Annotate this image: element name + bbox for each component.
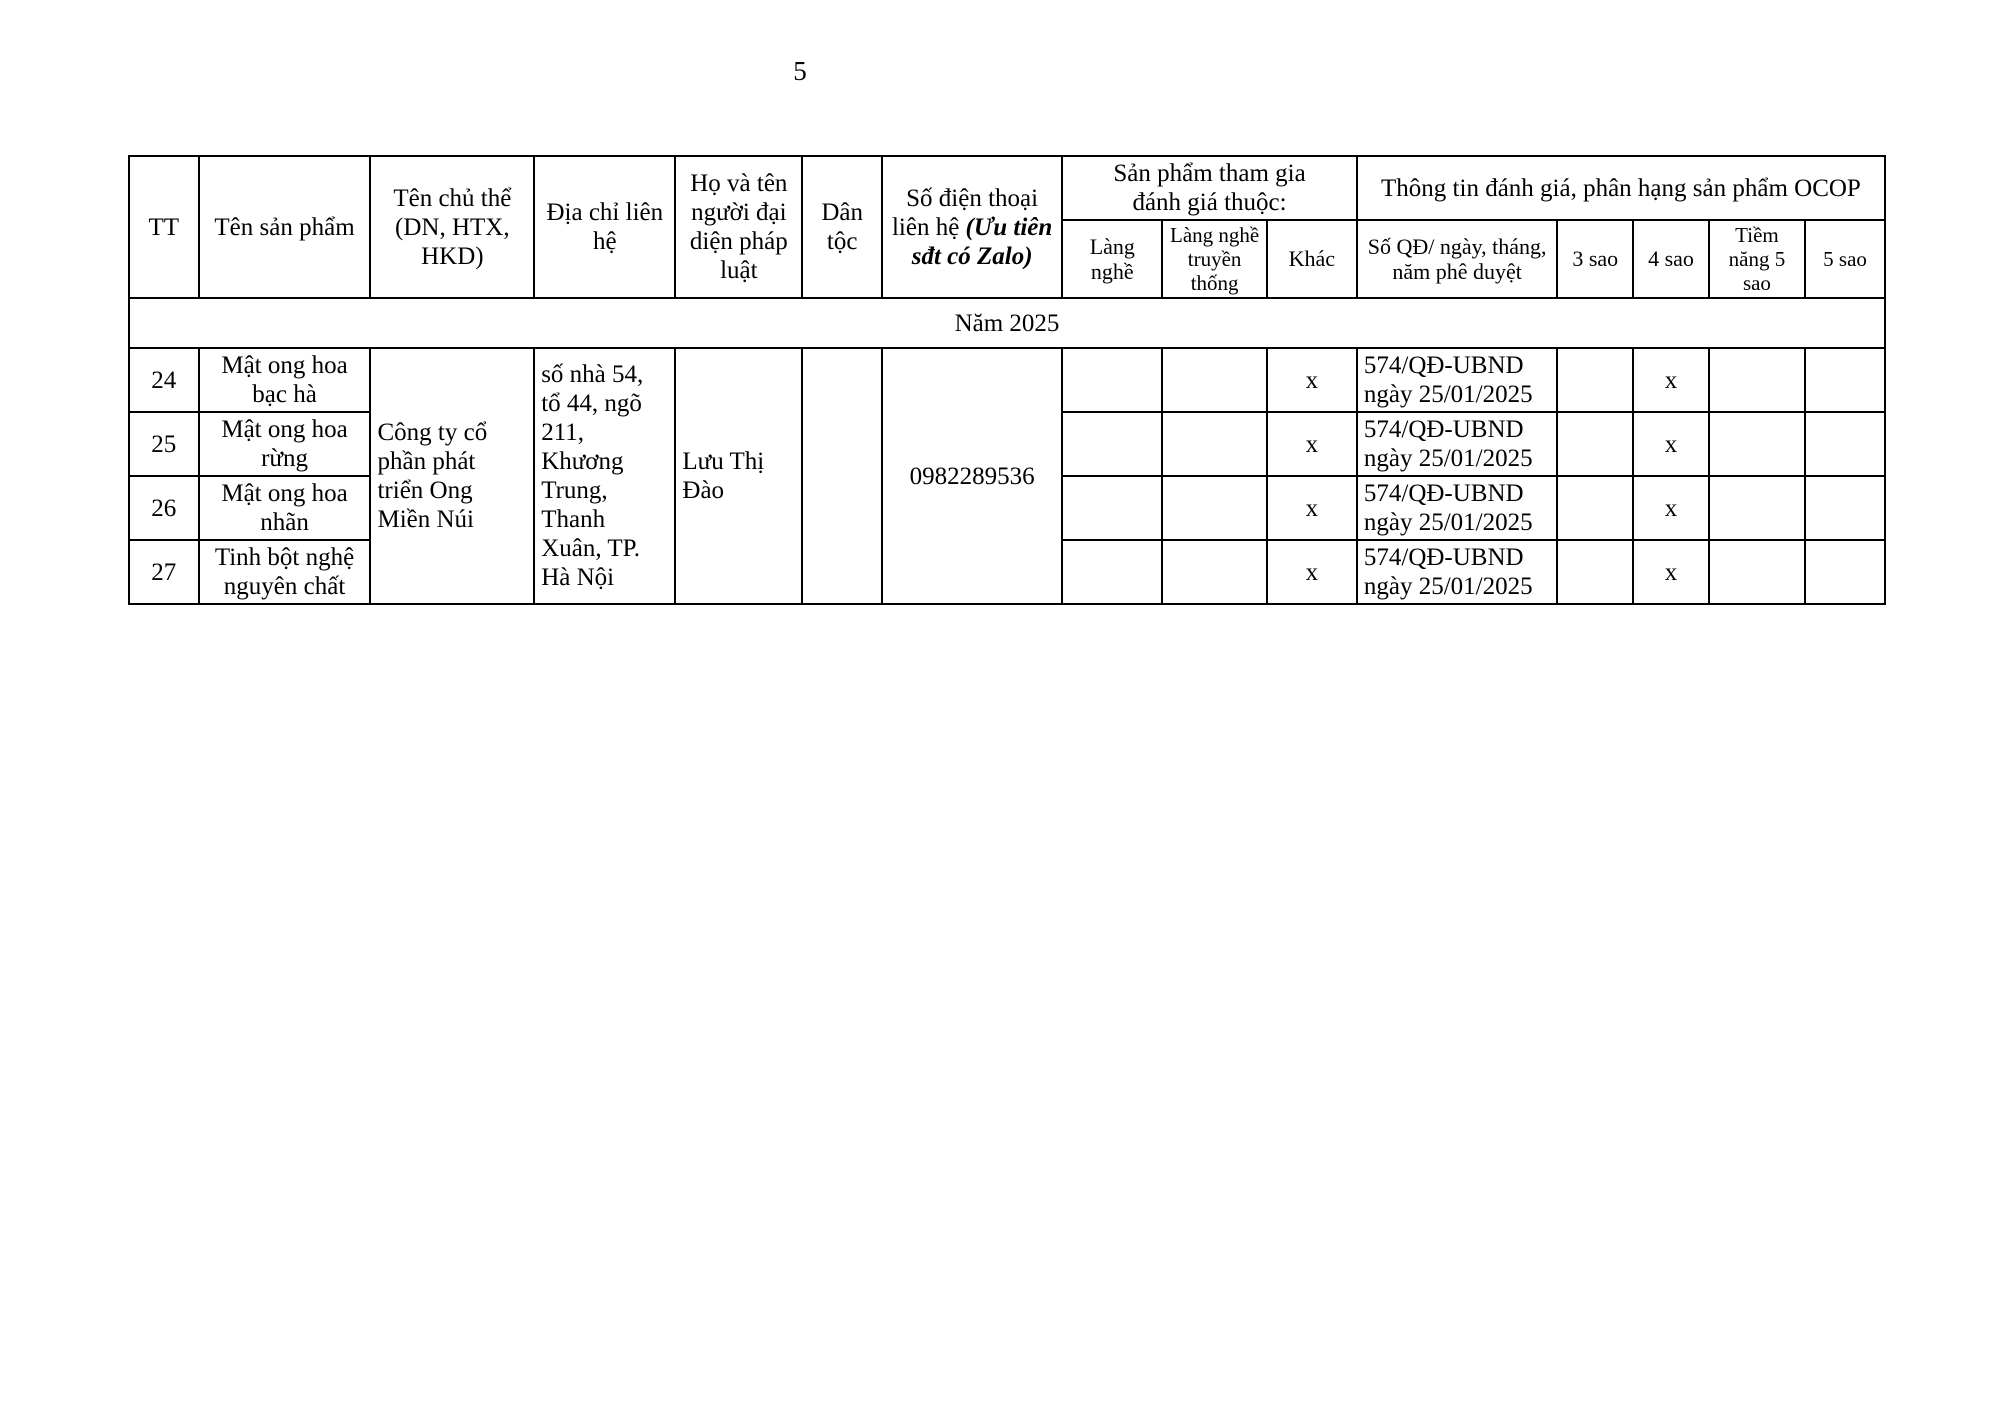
col-header-decision-number: Số QĐ/ ngày, tháng, năm phê duyệt <box>1357 220 1558 298</box>
row-traditional-craft-village <box>1162 348 1266 412</box>
col-header-star4: 4 sao <box>1633 220 1709 298</box>
row-decision-number: 574/QĐ-UBND ngày 25/01/2025 <box>1357 348 1558 412</box>
row-tt: 26 <box>129 476 199 540</box>
row-traditional-craft-village <box>1162 412 1266 476</box>
table-header <box>129 156 1885 298</box>
row-star3 <box>1557 412 1633 476</box>
col-header-ethnicity: Dân tộc <box>802 156 882 298</box>
row-craft-village <box>1062 540 1162 604</box>
row-product-name: Mật ong hoa rừng <box>199 412 371 476</box>
participation-line-1: Sản phẩm tham gia <box>1113 160 1306 187</box>
col-header-product-name: Tên sản phẩm <box>199 156 371 298</box>
row-ethnicity <box>802 348 882 604</box>
table-row <box>129 348 1885 412</box>
row-entity-name: Công ty cổ phần phát triển Ong Miền Núi <box>370 348 534 604</box>
row-star4: x <box>1633 540 1709 604</box>
ocop-line-1: Thông tin đánh giá, phân hạng sản <box>1381 174 1727 202</box>
row-other-mark: x <box>1267 412 1357 476</box>
row-potential-5-star <box>1709 348 1805 412</box>
col-header-craft-village: Làng nghề <box>1062 220 1162 298</box>
row-star5 <box>1805 476 1885 540</box>
row-star3 <box>1557 476 1633 540</box>
row-star5 <box>1805 348 1885 412</box>
col-group-header-participation <box>1062 156 1357 220</box>
row-tt: 25 <box>129 412 199 476</box>
col-header-tt: TT <box>129 156 199 298</box>
row-other-mark: x <box>1267 348 1357 412</box>
participation-line-2: đánh giá thuộc: <box>1132 189 1287 216</box>
row-star5 <box>1805 540 1885 604</box>
col-header-phone-main: Số điện thoại liên hệ <box>891 184 1039 241</box>
row-star4: x <box>1633 412 1709 476</box>
col-header-legal-rep: Họ và tên người đại diện pháp luật <box>675 156 802 298</box>
header-row-top <box>129 156 1885 220</box>
col-header-other: Khác <box>1267 220 1357 298</box>
col-header-phone-note: (Ưu tiên sđt có Zalo) <box>911 213 1053 270</box>
row-star3 <box>1557 540 1633 604</box>
row-star3 <box>1557 348 1633 412</box>
row-decision-number: 574/QĐ-UBND ngày 25/01/2025 <box>1357 476 1558 540</box>
row-traditional-craft-village <box>1162 476 1266 540</box>
row-tt: 27 <box>129 540 199 604</box>
col-header-traditional-craft-village: Làng nghề truyền thống <box>1162 220 1266 298</box>
table-body <box>129 298 1885 604</box>
col-header-entity-name: Tên chủ thể (DN, HTX, HKD) <box>370 156 534 298</box>
page-number: 5 <box>793 56 807 86</box>
row-phone: 0982289536 <box>882 348 1062 604</box>
row-address: số nhà 54, tổ 44, ngõ 211, Khương Trung, Thanh Xuân, TP. Hà Nội <box>534 348 675 604</box>
row-potential-5-star <box>1709 476 1805 540</box>
row-legal-rep: Lưu Thị Đào <box>675 348 802 604</box>
ocop-product-table <box>128 155 1886 605</box>
row-product-name: Mật ong hoa nhãn <box>199 476 371 540</box>
row-star4: x <box>1633 476 1709 540</box>
row-star5 <box>1805 412 1885 476</box>
row-other-mark: x <box>1267 476 1357 540</box>
row-potential-5-star <box>1709 412 1805 476</box>
row-star4: x <box>1633 348 1709 412</box>
section-label-year: Năm 2025 <box>129 298 1885 348</box>
col-header-address: Địa chỉ liên hệ <box>534 156 675 298</box>
col-group-header-ocop <box>1357 156 1885 220</box>
row-product-name: Tinh bột nghệ nguyên chất <box>199 540 371 604</box>
row-potential-5-star <box>1709 540 1805 604</box>
col-header-star3: 3 sao <box>1557 220 1633 298</box>
col-header-potential-5-star: Tiềm năng 5 sao <box>1709 220 1805 298</box>
row-craft-village <box>1062 412 1162 476</box>
col-header-phone <box>882 156 1062 298</box>
row-other-mark: x <box>1267 540 1357 604</box>
ocop-line-2: phẩm OCOP <box>1732 174 1861 202</box>
row-craft-village <box>1062 476 1162 540</box>
row-decision-number: 574/QĐ-UBND ngày 25/01/2025 <box>1357 412 1558 476</box>
row-tt: 24 <box>129 348 199 412</box>
row-product-name: Mật ong hoa bạc hà <box>199 348 371 412</box>
row-traditional-craft-village <box>1162 540 1266 604</box>
row-decision-number: 574/QĐ-UBND ngày 25/01/2025 <box>1357 540 1558 604</box>
col-header-star5: 5 sao <box>1805 220 1885 298</box>
section-band-row <box>129 298 1885 348</box>
row-craft-village <box>1062 348 1162 412</box>
